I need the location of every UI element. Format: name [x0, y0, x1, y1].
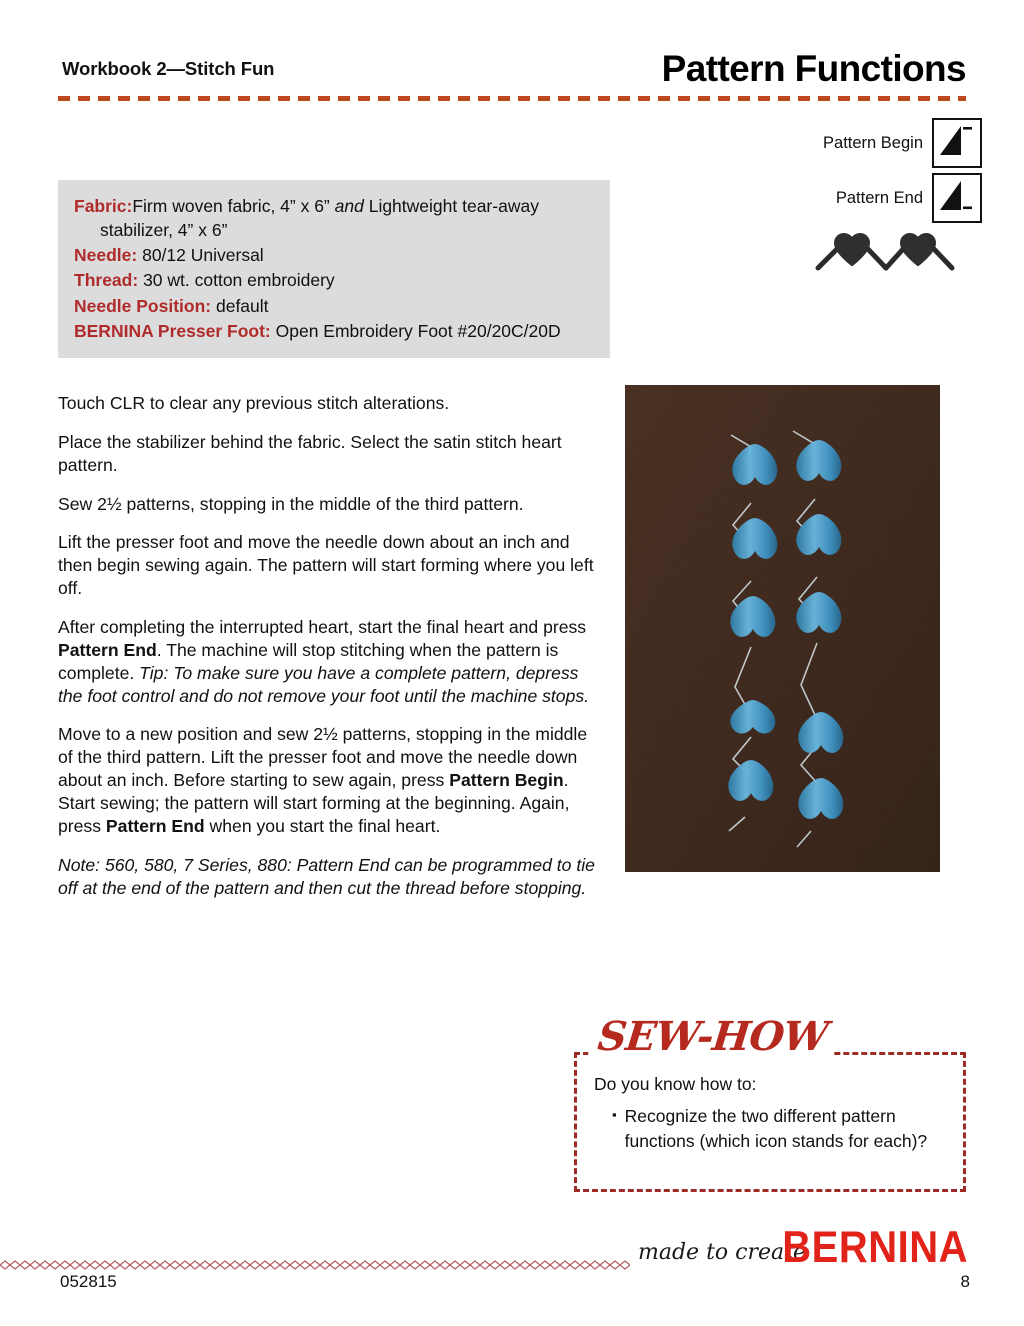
- pattern-begin-legend: [823, 118, 982, 168]
- materials-fabric-label: Fabric:: [74, 196, 133, 216]
- instruction-paragraph-2: Place the stabilizer behind the fabric. Select the satin stitch heart pattern.: [58, 431, 562, 475]
- p5-text-a: After completing the interrupted heart, start the final heart and press: [58, 617, 587, 638]
- instruction-paragraph-4: Lift the presser foot and move the needle down about an inch and then begin sewing again. The pattern will start forming where you left off.: [58, 532, 594, 599]
- pattern-end-icon: [932, 173, 982, 223]
- p5-tip-italic: Tip: To make sure you have a complete pattern, depress the foot control and do not remove your foot until the machine stops.: [58, 662, 590, 706]
- materials-fabric-value-2: Lightweight tear-away: [363, 196, 539, 216]
- stitched-sample-photo: [625, 385, 940, 872]
- materials-needle-position-value: default: [215, 295, 269, 316]
- p6-pattern-end-bold: Pattern End: [105, 815, 205, 836]
- instruction-paragraph-1: Touch CLR to clear any previous stitch alterations.: [58, 393, 450, 413]
- materials-presser-foot-value: Open Embroidery Foot #20/20C/20D: [275, 320, 561, 341]
- bernina-logo: BERNINA: [782, 1222, 968, 1272]
- page-title: Pattern Functions: [661, 48, 966, 89]
- pattern-end-legend: [836, 173, 982, 223]
- instruction-paragraph-3: Sew 2½ patterns, stopping in the middle of the third pattern.: [58, 493, 524, 514]
- sew-how-title: SEW-HOW: [588, 1013, 838, 1060]
- p6-pattern-begin-bold: Pattern Begin: [449, 770, 564, 791]
- materials-fabric: [74, 194, 594, 242]
- heart-zigzag-decoration: [812, 228, 972, 272]
- materials-fabric-value-italic: and: [334, 196, 364, 216]
- footer-tagline: made to create: [638, 1240, 806, 1265]
- instruction-paragraph-5: [58, 616, 598, 707]
- workbook-title: Workbook 2—Stitch Fun: [62, 58, 275, 79]
- materials-box: [58, 180, 610, 358]
- materials-needle-value: 80/12 Universal: [142, 245, 264, 266]
- materials-presser-foot-label: BERNINA Presser Foot:: [74, 320, 271, 341]
- materials-needle: [74, 243, 594, 267]
- sew-how-section: [574, 1013, 966, 1192]
- materials-thread-label: Thread:: [74, 270, 139, 291]
- materials-presser-foot: [74, 319, 594, 343]
- pattern-begin-label: Pattern Begin: [823, 133, 923, 152]
- materials-fabric-value-1: Firm woven fabric, 4” x 6”: [132, 196, 335, 216]
- p6-text-c: . Start sewing; the pattern will start forming at the beginning. Again, press: [58, 770, 570, 836]
- pattern-begin-icon: [932, 118, 982, 168]
- p6-text-a: Move to a new position and sew 2½ patterns, stopping in the middle of the third pattern. Lift the presser foot and move the needle down about an inch. Before starting to sew again, press: [58, 724, 588, 791]
- bullet-icon: ▪: [612, 1107, 617, 1122]
- materials-needle-position-label: Needle Position:: [74, 295, 212, 316]
- materials-fabric-value-cont: stabilizer, 4” x 6”: [100, 220, 228, 241]
- materials-thread-value: 30 wt. cotton embroidery: [143, 270, 335, 291]
- instructions-column: [58, 392, 598, 915]
- sew-how-item-text: Recognize the two different pattern functions (which icon stands for each)?: [624, 1106, 928, 1151]
- instruction-note: Note: 560, 580, 7 Series, 880: Pattern End can be programmed to tie off at the end of the pattern and then cut the thread before stopping.: [58, 854, 595, 898]
- header-divider-rule: [58, 96, 966, 101]
- instruction-paragraph-6: [58, 723, 598, 837]
- pattern-end-label: Pattern End: [835, 188, 923, 207]
- p5-pattern-end-bold: Pattern End: [58, 639, 157, 660]
- p5-text-c: . The machine will stop stitching when the pattern is complete.: [58, 639, 559, 683]
- footer-stitch-rule: [0, 1258, 630, 1270]
- sew-how-intro: Do you know how to:: [594, 1074, 757, 1094]
- materials-needle-position: [74, 294, 594, 318]
- page-number: 8: [960, 1272, 970, 1291]
- materials-needle-label: Needle:: [74, 245, 138, 266]
- footer-document-code: 052815: [60, 1272, 117, 1291]
- sew-how-list-item: [612, 1104, 952, 1154]
- p6-text-e: when you start the final heart.: [204, 815, 441, 836]
- materials-thread: [74, 268, 594, 292]
